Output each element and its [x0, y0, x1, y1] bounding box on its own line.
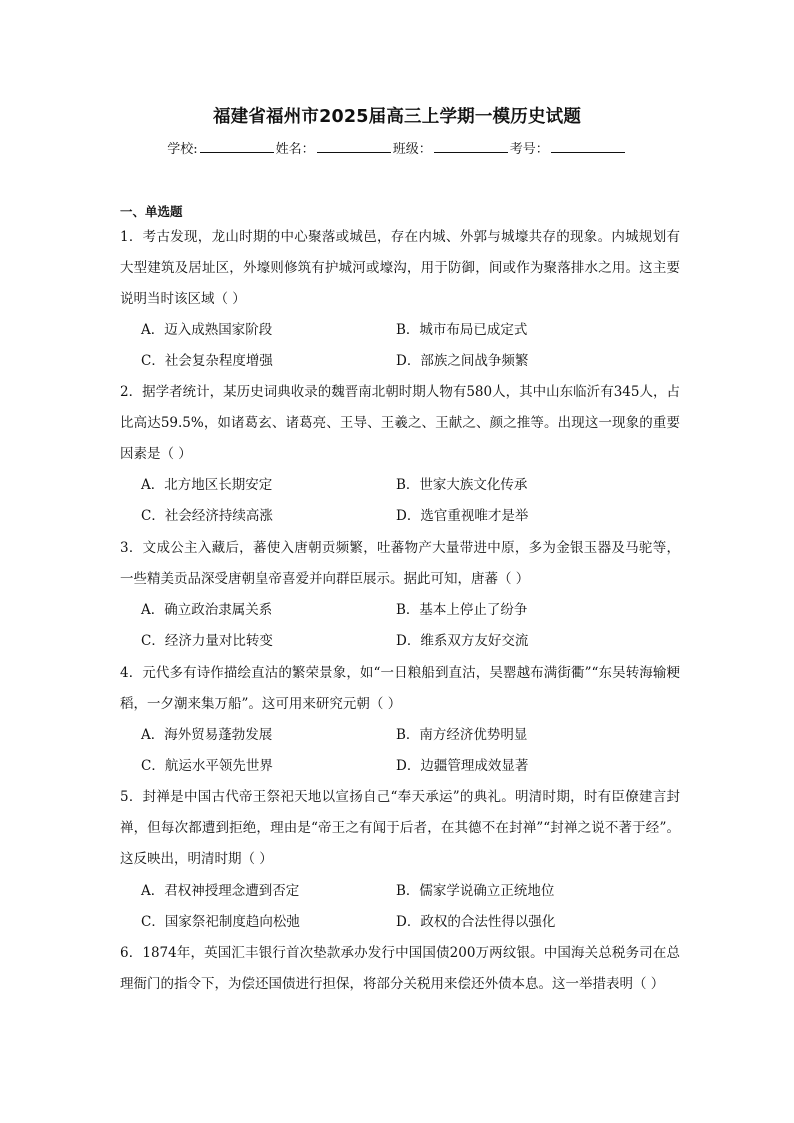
option-b: B．城市布局已成定式 [396, 322, 528, 338]
question-2-options [141, 470, 661, 532]
option-a: A．北方地区长期安定 [141, 477, 273, 493]
student-info-line [0, 138, 794, 157]
school-blank [200, 140, 274, 153]
question-3-stem: 3．文成公主入藏后，蕃使入唐朝贡频繁，吐蕃物产大量带进中原，多为金银玉器及马驼等，一些精美贡品深受唐朝皇帝喜爱并向群臣展示。据此可知，唐蕃（ ） [120, 540, 680, 587]
option-c: C．国家祭祀制度趋向松弛 [141, 914, 300, 930]
question-6-stem: 6．1874年，英国汇丰银行首次垫款承办发行中国国债200万两纹银。中国海关总税务司在总理衙门的指令下，为偿还国债进行担保，将部分关税用来偿还外债本息。这一举措表明（ ） [120, 945, 680, 992]
question-4-options [141, 720, 661, 782]
question-5-options [141, 876, 661, 938]
option-b: B．南方经济优势明显 [396, 727, 528, 743]
option-d: D．边疆管理成效显著 [396, 758, 529, 774]
section-title: 一、单选题 [120, 204, 183, 219]
question-4-stem: 4．元代多有诗作描绘直沽的繁荣景象，如“一日粮船到直沽，吴罂越布满街衢”“东吴转海输粳稻，一夕潮来集万船”。这可用来研究元朝（ ） [120, 665, 680, 712]
question-1-options [141, 315, 661, 377]
option-c: C．航运水平领先世界 [141, 758, 273, 774]
question-3-options [141, 595, 661, 657]
option-b: B．儒家学说确立正统地位 [396, 883, 555, 899]
name-label: 姓名： [275, 142, 315, 157]
option-d: D．政权的合法性得以强化 [396, 914, 556, 930]
page-title: 福建省福州市2025届高三上学期一模历史试题 [212, 107, 582, 127]
option-d: D．维系双方友好交流 [396, 633, 529, 649]
option-d: D．部族之间战争频繁 [396, 353, 529, 369]
option-d: D．选官重视唯才是举 [396, 508, 529, 524]
option-c: C．社会经济持续高涨 [141, 508, 273, 524]
exam-number-blank [551, 140, 625, 153]
option-b: B．基本上停止了纷争 [396, 602, 528, 618]
name-blank [317, 140, 391, 153]
question-1-stem: 1．考古发现，龙山时期的中心聚落或城邑，存在内城、外郭与城壕共存的现象。内城规划有大型建筑及居址区，外壕则修筑有护城河或壕沟，用于防御，间或作为聚落排水之用。这主要说明当时该区域（ ） [120, 229, 680, 307]
option-a: A．君权神授理念遭到否定 [141, 883, 300, 899]
school-label: 学校: [167, 142, 198, 157]
class-blank [434, 140, 508, 153]
question-5-stem: 5．封禅是中国古代帝王祭祀天地以宣扬自己“奉天承运”的典礼。明清时期，时有臣僚建言封禅，但每次都遭到拒绝，理由是“帝王之有闻于后者，在其德不在封禅”“封禅之说不著于经”。这反映出，明清时期（ ） [120, 789, 680, 867]
class-label: 班级： [392, 142, 432, 157]
option-a: A．确立政治隶属关系 [141, 602, 273, 618]
option-a: A．迈入成熟国家阶段 [141, 322, 273, 338]
option-c: C．经济力量对比转变 [141, 633, 273, 649]
question-2-stem: 2．据学者统计，某历史词典收录的魏晋南北朝时期人物有580人，其中山东临沂有345人，占比高达59.5%，如诸葛玄、诸葛亮、王导、王羲之、王献之、颜之推等。出现这一现象的重要因素是（ ） [120, 384, 680, 462]
option-c: C．社会复杂程度增强 [141, 353, 273, 369]
option-a: A．海外贸易蓬勃发展 [141, 727, 273, 743]
exam-number-label: 考号： [509, 142, 549, 157]
option-b: B．世家大族文化传承 [396, 477, 528, 493]
